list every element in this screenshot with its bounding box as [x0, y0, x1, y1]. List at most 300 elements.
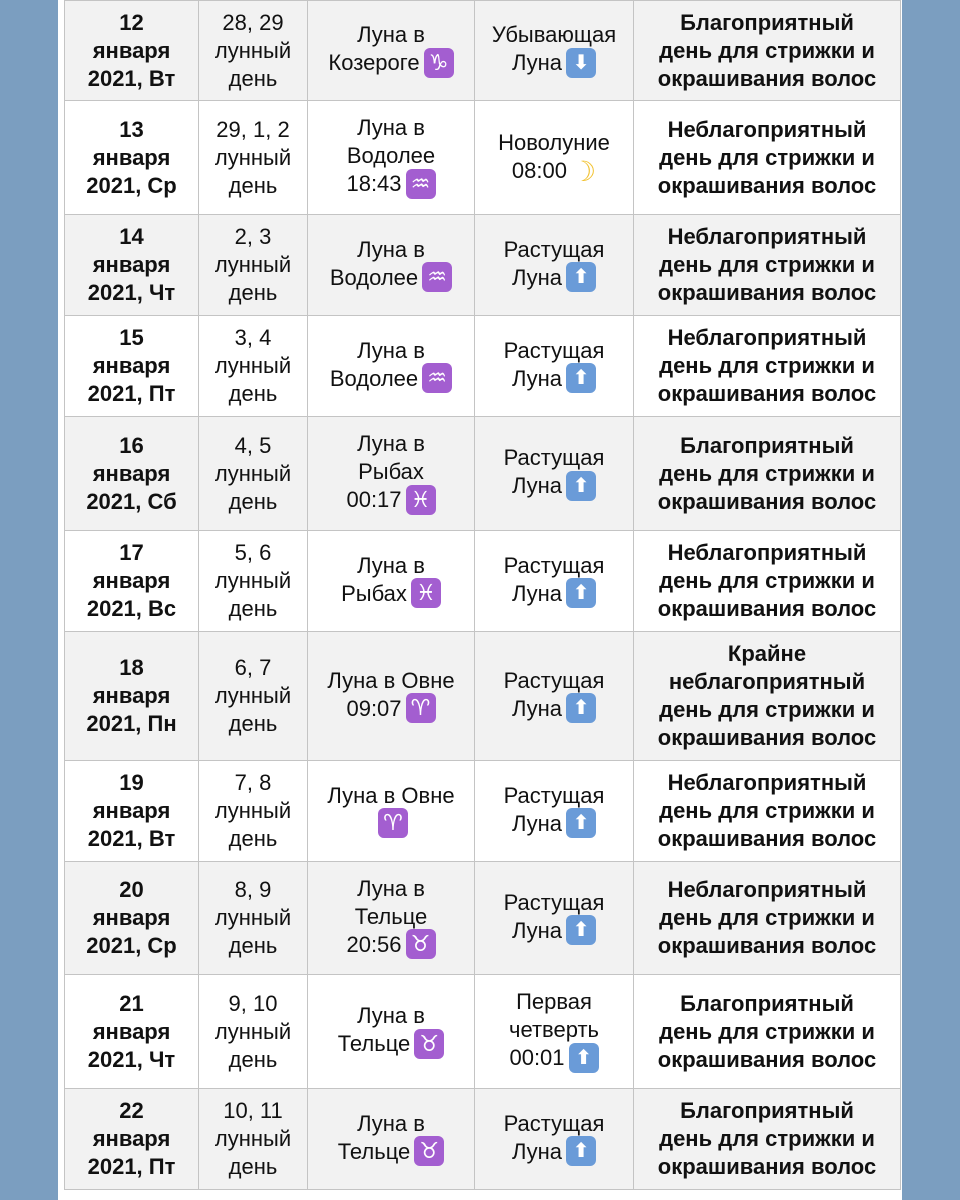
- moon-sign-line: [314, 1030, 468, 1060]
- verdict-line: [640, 567, 894, 595]
- moon-sign-line: [314, 337, 468, 365]
- lunar-day-line: [205, 876, 301, 904]
- moon-phase-line-text: Луна: [511, 810, 563, 836]
- lunar-day-line: [205, 144, 301, 172]
- verdict-line: [640, 696, 894, 724]
- moon-sign-cell: [308, 531, 475, 632]
- verdict-line-text: день для стрижки и: [659, 568, 875, 593]
- verdict-line: [640, 1097, 894, 1125]
- date-line: [71, 279, 192, 307]
- verdict-line: [640, 595, 894, 623]
- verdict-line-text: Благоприятный: [680, 9, 854, 35]
- date-line: [71, 1046, 192, 1074]
- verdict-line-text: Неблагоприятный: [667, 116, 867, 142]
- date-line-text: января: [92, 568, 171, 593]
- moon-sign-line-text: Тельце: [337, 1138, 411, 1164]
- moon-sign-line: [314, 142, 468, 170]
- lunar-day-line: [205, 825, 301, 853]
- date-line: [71, 1097, 192, 1125]
- moon-phase-cell: [475, 761, 634, 862]
- moon-phase-line-text: Луна: [511, 50, 563, 76]
- lunar-day-cell: [199, 862, 308, 975]
- date-line: [71, 251, 192, 279]
- date-line: [71, 116, 192, 144]
- lunar-day-line-text: день: [228, 280, 278, 305]
- moon-sign-line: [314, 458, 468, 486]
- aquarius-icon: ♒: [406, 169, 436, 199]
- verdict-line: [640, 904, 894, 932]
- moon-sign-line: [314, 365, 468, 395]
- moon-sign-line: [314, 667, 468, 695]
- date-line: [71, 539, 192, 567]
- moon-phase-line: [481, 552, 627, 580]
- lunar-calendar-table: [64, 0, 901, 1190]
- verdict-line-text: день для стрижки и: [659, 1126, 875, 1151]
- taurus-icon: ♉: [414, 1136, 444, 1166]
- verdict-line-text: день для стрижки и: [659, 460, 875, 486]
- moon-sign-line: [314, 875, 468, 903]
- pisces-icon: ♓: [411, 578, 441, 608]
- verdict-line-text: окрашивания волос: [657, 172, 877, 198]
- haircut-verdict-cell: [634, 215, 901, 316]
- moon-phase-cell: [475, 531, 634, 632]
- moon-sign-cell: [308, 316, 475, 417]
- haircut-verdict-cell: [634, 632, 901, 761]
- moon-sign-line: [314, 21, 468, 49]
- date-line: [71, 595, 192, 623]
- moon-sign-line-text: Водолее: [346, 143, 436, 169]
- date-line: [71, 825, 192, 853]
- table-row: [65, 1, 901, 101]
- moon-sign-cell: [308, 862, 475, 975]
- moon-phase-line: [481, 1044, 627, 1074]
- moon-sign-cell: [308, 1089, 475, 1190]
- lunar-day-cell: [199, 632, 308, 761]
- moon-sign-line: [314, 264, 468, 294]
- lunar-day-line: [205, 1125, 301, 1153]
- moon-sign-line-text: Луна в: [357, 552, 425, 578]
- verdict-line: [640, 251, 894, 279]
- lunar-day-line-text: день: [228, 488, 278, 514]
- arrow-up-icon: ⬆: [566, 693, 596, 723]
- date-line: [71, 460, 192, 488]
- moon-phase-line: [481, 580, 627, 610]
- moon-phase-line-text: Луна: [511, 264, 563, 290]
- lunar-day-cell: [199, 101, 308, 215]
- verdict-line: [640, 1046, 894, 1074]
- moon-phase-cell: [475, 215, 634, 316]
- lunar-day-line-text: 8, 9: [234, 877, 272, 902]
- moon-sign-line: [314, 486, 468, 516]
- moon-phase-line: [481, 236, 627, 264]
- moon-phase-line-text: Первая: [516, 989, 592, 1015]
- verdict-line: [640, 876, 894, 904]
- verdict-line-text: окрашивания волос: [657, 596, 877, 621]
- lunar-day-line-text: 3, 4: [234, 325, 272, 350]
- lunar-day-line: [205, 172, 301, 200]
- date-line: [71, 769, 192, 797]
- date-line: [71, 380, 192, 408]
- date-line-text: 12: [119, 9, 144, 35]
- moon-phase-line-text: Луна: [511, 917, 563, 943]
- date-line-text: 2021, Пт: [87, 381, 176, 406]
- calendar-body: [65, 1, 901, 1190]
- table-row: [65, 531, 901, 632]
- date-line-text: января: [92, 1126, 171, 1151]
- arrow-up-icon: ⬆: [566, 578, 596, 608]
- date-cell: [65, 531, 199, 632]
- verdict-line: [640, 797, 894, 825]
- lunar-day-line-text: день: [228, 172, 278, 198]
- date-line-text: 19: [119, 770, 144, 795]
- moon-phase-line: [481, 49, 627, 79]
- date-line-text: 2021, Чт: [87, 1046, 176, 1072]
- moon-sign-line-text: Рыбах: [358, 459, 424, 485]
- verdict-line: [640, 825, 894, 853]
- moon-phase-cell: [475, 417, 634, 531]
- lunar-day-cell: [199, 1089, 308, 1190]
- verdict-line-text: окрашивания волос: [657, 65, 877, 91]
- moon-sign-cell: [308, 101, 475, 215]
- date-line-text: 2021, Вт: [87, 826, 176, 851]
- date-cell: [65, 1, 199, 101]
- date-line-text: января: [92, 683, 171, 708]
- date-line: [71, 932, 192, 960]
- verdict-line: [640, 539, 894, 567]
- moon-phase-line: [481, 365, 627, 395]
- moon-phase-line: [481, 1016, 627, 1044]
- lunar-day-line: [205, 223, 301, 251]
- verdict-line-text: Неблагоприятный: [667, 770, 867, 795]
- date-line-text: 2021, Пн: [86, 711, 177, 736]
- table-row: [65, 316, 901, 417]
- verdict-line: [640, 932, 894, 960]
- lunar-day-line: [205, 279, 301, 307]
- moon-phase-cell: [475, 862, 634, 975]
- moon-sign-line-text: Луна в: [357, 115, 425, 141]
- date-line: [71, 1153, 192, 1181]
- lunar-day-line: [205, 990, 301, 1018]
- moon-sign-line: [314, 236, 468, 264]
- date-line: [71, 654, 192, 682]
- lunar-day-line: [205, 1018, 301, 1046]
- moon-phase-line: [481, 444, 627, 472]
- verdict-line-text: неблагоприятный: [668, 669, 866, 694]
- moon-sign-line: [314, 1002, 468, 1030]
- date-line-text: 2021, Чт: [87, 280, 176, 305]
- moon-sign-line: [314, 695, 468, 725]
- verdict-line-text: Крайне: [727, 641, 807, 666]
- lunar-day-line: [205, 116, 301, 144]
- verdict-line-text: день для стрижки и: [659, 798, 875, 823]
- moon-phase-line-text: 00:01: [509, 1045, 565, 1071]
- taurus-icon: ♉: [414, 1029, 444, 1059]
- moon-phase-line-text: Растущая: [503, 236, 605, 262]
- moon-sign-line-text: Козероге: [328, 50, 420, 76]
- moon-sign-line: [314, 170, 468, 200]
- date-cell: [65, 316, 199, 417]
- date-line-text: 2021, Ср: [86, 933, 177, 958]
- date-cell: [65, 975, 199, 1089]
- lunar-day-line: [205, 37, 301, 65]
- lunar-day-line: [205, 769, 301, 797]
- moon-sign-line-text: Луна в Овне: [327, 667, 455, 693]
- lunar-day-line: [205, 595, 301, 623]
- verdict-line: [640, 769, 894, 797]
- arrow-down-icon: ⬇: [566, 48, 596, 78]
- moon-phase-line: [481, 667, 627, 695]
- verdict-line: [640, 9, 894, 37]
- moon-sign-line: [314, 782, 468, 810]
- table-row: [65, 632, 901, 761]
- date-line-text: 13: [119, 116, 144, 142]
- moon-phase-line: [481, 810, 627, 840]
- haircut-verdict-cell: [634, 531, 901, 632]
- moon-sign-line: [314, 1138, 468, 1168]
- lunar-day-line-text: 5, 6: [234, 540, 272, 565]
- lunar-day-line-text: лунный: [214, 252, 292, 277]
- verdict-line-text: день для стрижки и: [659, 37, 875, 63]
- lunar-day-line: [205, 324, 301, 352]
- verdict-line: [640, 324, 894, 352]
- moon-phase-line: [481, 917, 627, 947]
- lunar-day-line-text: лунный: [214, 1018, 292, 1044]
- date-line-text: 2021, Вт: [87, 65, 176, 91]
- lunar-day-line-text: 10, 11: [223, 1098, 283, 1123]
- arrow-up-icon: ⬆: [566, 1136, 596, 1166]
- date-line-text: января: [92, 353, 171, 378]
- verdict-line: [640, 432, 894, 460]
- table-row: [65, 761, 901, 862]
- moon-sign-line-text: Водолее: [329, 365, 419, 391]
- moon-sign-cell: [308, 215, 475, 316]
- moon-phase-line-text: Луна: [511, 473, 563, 499]
- verdict-line-text: день для стрижки и: [659, 252, 875, 277]
- moon-phase-line-text: Луна: [511, 365, 563, 391]
- lunar-day-line-text: день: [228, 65, 278, 91]
- haircut-verdict-cell: [634, 1, 901, 101]
- verdict-line: [640, 37, 894, 65]
- date-line-text: 2021, Пт: [87, 1154, 176, 1179]
- moon-phase-cell: [475, 632, 634, 761]
- lunar-day-line-text: лунный: [214, 460, 292, 486]
- moon-phase-line: [481, 695, 627, 725]
- date-line-text: января: [92, 460, 171, 486]
- verdict-line-text: Неблагоприятный: [667, 325, 867, 350]
- verdict-line-text: день для стрижки и: [659, 905, 875, 930]
- moon-sign-line: [314, 1110, 468, 1138]
- verdict-line: [640, 65, 894, 93]
- moon-phase-line-text: Луна: [511, 580, 563, 606]
- moon-sign-line: [314, 114, 468, 142]
- lunar-day-line: [205, 904, 301, 932]
- crescent-moon-icon: ☽: [570, 156, 597, 188]
- verdict-line: [640, 116, 894, 144]
- lunar-day-line-text: 4, 5: [234, 432, 272, 458]
- lunar-day-line-text: лунный: [214, 37, 292, 63]
- lunar-day-line-text: лунный: [214, 1126, 292, 1151]
- moon-sign-line: [314, 430, 468, 458]
- moon-sign-line: [314, 49, 468, 79]
- date-cell: [65, 761, 199, 862]
- lunar-day-line-text: день: [228, 826, 278, 851]
- haircut-verdict-cell: [634, 761, 901, 862]
- moon-sign-line: [314, 903, 468, 931]
- moon-phase-cell: [475, 1089, 634, 1190]
- date-line: [71, 352, 192, 380]
- moon-phase-line-text: Растущая: [503, 782, 605, 808]
- arrow-up-icon: ⬆: [566, 915, 596, 945]
- haircut-verdict-cell: [634, 316, 901, 417]
- moon-sign-line-text: Луна в: [357, 875, 425, 901]
- aquarius-icon: ♒: [422, 262, 452, 292]
- date-line-text: 14: [119, 224, 144, 249]
- moon-phase-line-text: Растущая: [503, 337, 605, 363]
- date-line: [71, 710, 192, 738]
- verdict-line-text: Благоприятный: [680, 1098, 854, 1123]
- lunar-day-line-text: день: [228, 1046, 278, 1072]
- haircut-verdict-cell: [634, 1089, 901, 1190]
- verdict-line: [640, 144, 894, 172]
- date-line-text: 18: [119, 655, 144, 680]
- date-line: [71, 1125, 192, 1153]
- date-line: [71, 567, 192, 595]
- moon-sign-line-text: Луна в: [357, 236, 425, 262]
- verdict-line-text: Благоприятный: [680, 990, 854, 1016]
- date-cell: [65, 862, 199, 975]
- date-line-text: января: [92, 144, 171, 170]
- date-line-text: 17: [119, 540, 144, 565]
- verdict-line: [640, 352, 894, 380]
- table-row: [65, 862, 901, 975]
- date-line: [71, 488, 192, 516]
- lunar-day-line: [205, 380, 301, 408]
- date-line-text: января: [92, 798, 171, 823]
- verdict-line-text: день для стрижки и: [659, 144, 875, 170]
- verdict-line-text: окрашивания волос: [657, 933, 877, 958]
- verdict-line-text: Неблагоприятный: [667, 877, 867, 902]
- date-line: [71, 432, 192, 460]
- lunar-day-line-text: лунный: [214, 798, 292, 823]
- lunar-day-line-text: день: [228, 933, 278, 958]
- moon-sign-line-text: Луна в: [357, 1003, 425, 1029]
- moon-phase-line-text: Растущая: [503, 667, 605, 693]
- verdict-line: [640, 640, 894, 668]
- date-line-text: января: [92, 1018, 171, 1044]
- verdict-line: [640, 668, 894, 696]
- date-line: [71, 324, 192, 352]
- moon-phase-line-text: Растущая: [503, 552, 605, 578]
- lunar-day-line-text: лунный: [214, 353, 292, 378]
- date-line: [71, 9, 192, 37]
- verdict-line: [640, 1018, 894, 1046]
- lunar-day-line-text: лунный: [214, 683, 292, 708]
- date-line-text: 2021, Ср: [86, 172, 177, 198]
- date-line: [71, 37, 192, 65]
- verdict-line-text: окрашивания волос: [657, 1154, 877, 1179]
- lunar-day-line: [205, 710, 301, 738]
- moon-phase-line: [481, 129, 627, 157]
- moon-phase-line: [481, 264, 627, 294]
- lunar-day-cell: [199, 417, 308, 531]
- moon-phase-line: [481, 782, 627, 810]
- verdict-line: [640, 990, 894, 1018]
- moon-sign-line: [314, 931, 468, 961]
- date-cell: [65, 1089, 199, 1190]
- aries-icon: ♈: [378, 808, 408, 838]
- lunar-day-line-text: 2, 3: [234, 224, 272, 249]
- verdict-line: [640, 279, 894, 307]
- verdict-line: [640, 1125, 894, 1153]
- aquarius-icon: ♒: [422, 363, 452, 393]
- verdict-line: [640, 223, 894, 251]
- verdict-line: [640, 724, 894, 752]
- moon-sign-line-text: Тельце: [354, 903, 428, 929]
- arrow-up-icon: ⬆: [569, 1043, 599, 1073]
- lunar-day-line: [205, 797, 301, 825]
- lunar-day-cell: [199, 531, 308, 632]
- lunar-day-line: [205, 1046, 301, 1074]
- verdict-line: [640, 380, 894, 408]
- date-line-text: 15: [119, 325, 144, 350]
- moon-sign-line: [314, 580, 468, 610]
- moon-phase-line-text: Убывающая: [491, 22, 617, 48]
- date-line-text: января: [92, 905, 171, 930]
- verdict-line: [640, 1153, 894, 1181]
- date-line: [71, 904, 192, 932]
- lunar-day-line-text: 9, 10: [228, 990, 278, 1016]
- moon-phase-line-text: четверть: [508, 1017, 599, 1043]
- lunar-day-line: [205, 1153, 301, 1181]
- capricorn-icon: ♑: [424, 48, 454, 78]
- lunar-day-cell: [199, 1, 308, 101]
- arrow-up-icon: ⬆: [566, 471, 596, 501]
- date-line-text: 22: [119, 1098, 144, 1123]
- moon-sign-line: [314, 810, 468, 840]
- lunar-day-line: [205, 539, 301, 567]
- lunar-day-line: [205, 432, 301, 460]
- verdict-line: [640, 460, 894, 488]
- date-line-text: 21: [119, 990, 144, 1016]
- lunar-day-cell: [199, 215, 308, 316]
- lunar-day-line-text: лунный: [214, 568, 292, 593]
- date-cell: [65, 417, 199, 531]
- lunar-day-line: [205, 1097, 301, 1125]
- lunar-day-line: [205, 460, 301, 488]
- moon-phase-line: [481, 988, 627, 1016]
- moon-sign-cell: [308, 632, 475, 761]
- moon-sign-line-text: 18:43: [346, 171, 402, 197]
- lunar-day-line-text: 28, 29: [222, 9, 284, 35]
- date-line-text: 2021, Сб: [86, 488, 177, 514]
- date-line-text: 20: [119, 877, 144, 902]
- verdict-line-text: день для стрижки и: [659, 353, 875, 378]
- table-row: [65, 101, 901, 215]
- date-line: [71, 172, 192, 200]
- verdict-line-text: день для стрижки и: [659, 697, 875, 722]
- moon-sign-line: [314, 552, 468, 580]
- moon-phase-line: [481, 1138, 627, 1168]
- moon-sign-line-text: Луна в: [357, 1110, 425, 1136]
- moon-phase-line-text: Растущая: [503, 889, 605, 915]
- taurus-icon: ♉: [406, 929, 436, 959]
- moon-phase-cell: [475, 975, 634, 1089]
- date-line: [71, 797, 192, 825]
- lunar-day-cell: [199, 761, 308, 862]
- pisces-icon: ♓: [406, 485, 436, 515]
- moon-phase-line: [481, 472, 627, 502]
- moon-sign-cell: [308, 1, 475, 101]
